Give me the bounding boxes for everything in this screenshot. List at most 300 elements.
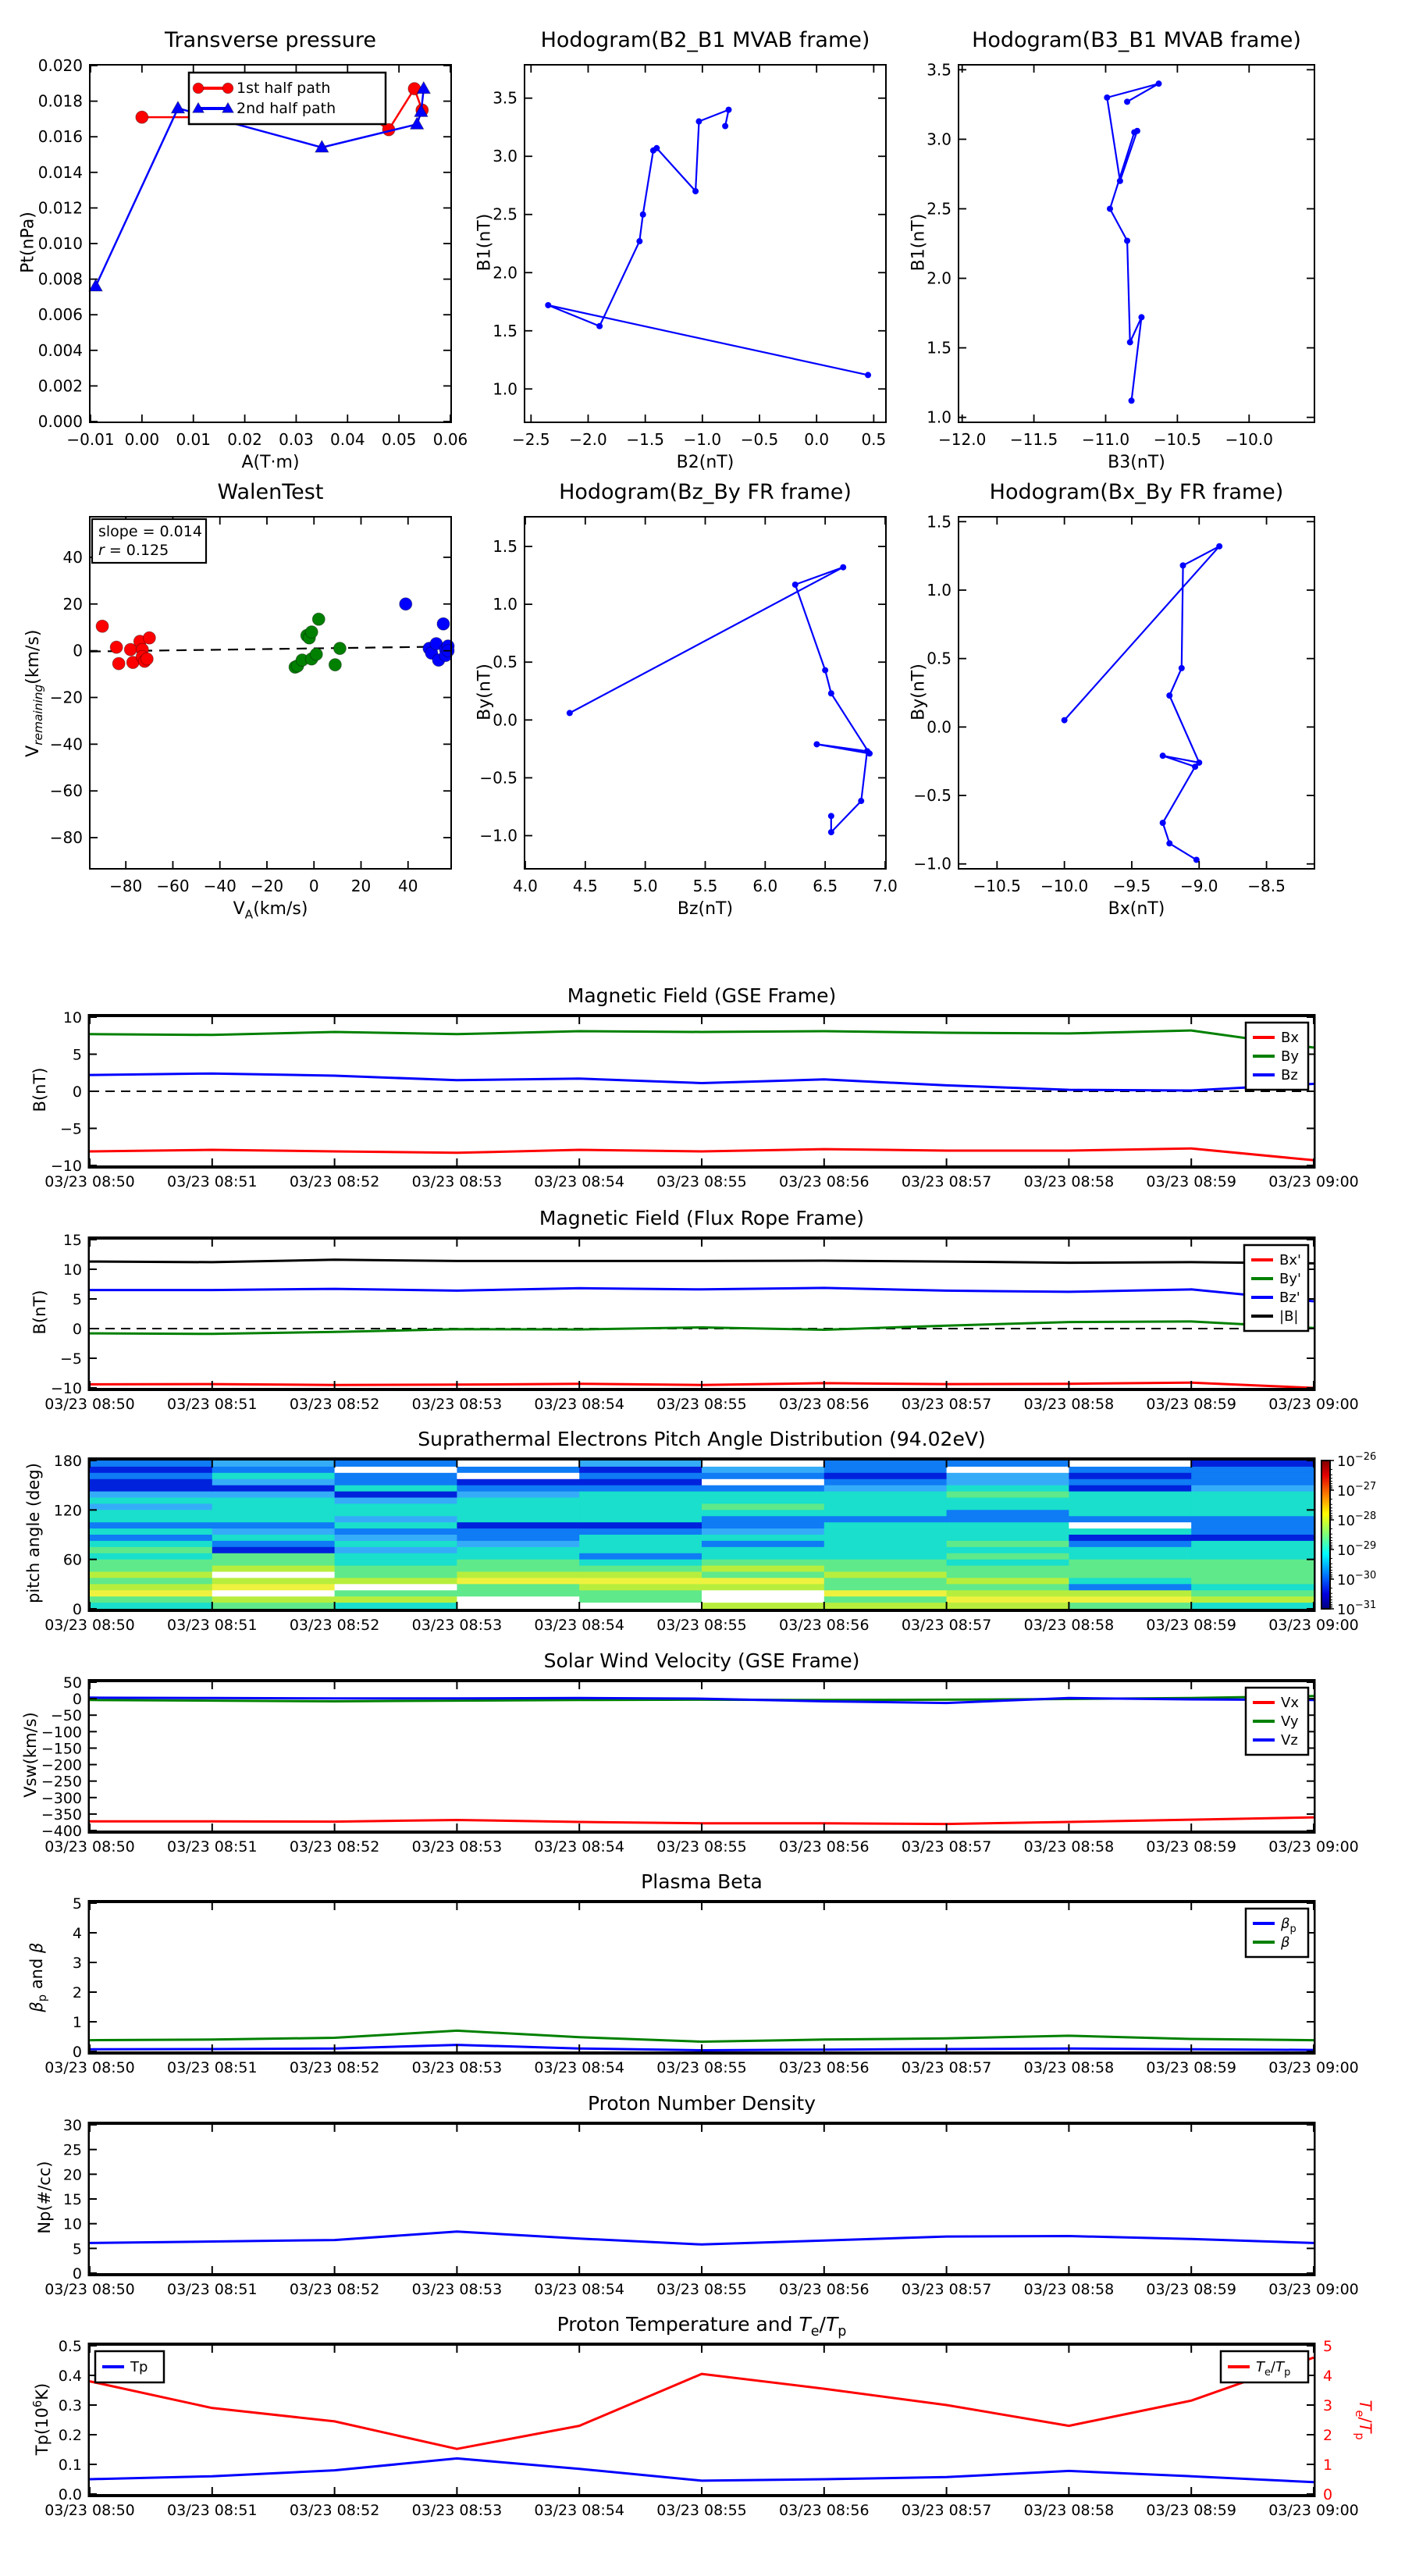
heatmap-cell [947,1510,1069,1517]
ylabel-vremaining: $V_{remaining}(km/s)$ [23,629,46,757]
heatmap-cell [335,1590,457,1597]
y-tick-label: 1 [72,2014,82,2031]
heatmap-cell [579,1492,702,1499]
heatmap-cell [212,1485,335,1493]
heatmap-cell [335,1516,457,1523]
heatmap-cell [212,1535,335,1542]
marker-circle [596,323,603,329]
y-tick-label: 3.0 [927,130,951,149]
heatmap-cell [1069,1467,1191,1474]
x-tick-label: 0.05 [381,430,417,449]
marker-circle [1129,397,1135,404]
heatmap-cell [1191,1578,1314,1585]
title-magnetic-field-fr: Magnetic Field (Flux Rope Frame) [539,1207,865,1229]
x-tick-label: −80 [109,877,143,895]
y-tick-label: 1.0 [927,580,951,600]
x-tick-label: 03/23 08:54 [534,2059,624,2076]
y-tick-label: 10 [62,2215,82,2233]
heatmap-cell [212,1528,335,1535]
heatmap-cell [335,1485,457,1493]
heatmap-cell [947,1498,1069,1505]
heatmap-cell [1191,1603,1314,1610]
colorbar-tick-label: $10^{-31}$ [1337,1599,1377,1618]
heatmap-cell [824,1510,947,1517]
marker-circle [865,372,871,378]
x-tick-label: −9.5 [1112,877,1151,895]
heatmap-cell [947,1461,1069,1468]
series-B2B1 [548,110,868,375]
marker-circle [305,626,318,639]
heatmap-cell [1069,1528,1191,1535]
heatmap-cell [90,1596,212,1603]
heatmap-cell [1069,1572,1191,1579]
marker-circle [1160,753,1166,759]
heatmap-cell [702,1522,824,1529]
heatmap-cell [1069,1584,1191,1591]
x-tick-label: 0.02 [227,430,262,449]
colorbar [1321,1461,1330,1609]
heatmap-cell [457,1584,579,1591]
x-tick-label: 03/23 08:55 [656,2059,747,2076]
x-tick-label: −8.5 [1247,877,1286,895]
y-tick-label: 20 [62,594,83,614]
heatmap-cell [947,1560,1069,1567]
heatmap-cell [824,1528,947,1535]
marker-circle [1166,692,1172,699]
heatmap-cell [457,1516,579,1523]
heatmap-cell [1191,1522,1314,1529]
x-tick-label: 03/23 08:53 [411,1617,503,1634]
title-hodogram-b2b1: Hodogram(B2_B1 MVAB frame) [540,28,870,52]
heatmap-cell [457,1572,579,1579]
y-tick-label: 0.3 [58,2397,82,2414]
y-tick-label: 120 [53,1502,82,1520]
heatmap-cell [90,1572,212,1579]
y-tick-label: 0.008 [37,269,83,289]
heatmap-cell [90,1547,212,1554]
heatmap-cell [90,1603,212,1610]
marker-circle [636,238,642,244]
y-tick-label: −5 [59,1350,82,1368]
heatmap-cell [335,1467,457,1474]
marker-circle [1117,178,1123,184]
marker-triangle [171,101,184,113]
heatmap-cell [457,1498,579,1505]
x-tick-label: 0.04 [330,430,365,449]
heatmap-cell [824,1516,947,1523]
x-tick-label: 03/23 08:50 [44,1396,135,1413]
marker-circle [822,667,828,674]
heatmap-cell [212,1503,335,1510]
heatmap-cell [702,1566,824,1573]
x-tick-label: 03/23 08:56 [779,2281,870,2298]
y-tick-label: 2 [72,1984,82,2001]
heatmap-cell [212,1584,335,1591]
x-tick-label: 03/23 08:58 [1023,2502,1115,2519]
x-tick-label: 03/23 08:59 [1146,1173,1236,1190]
title-solar-wind-velocity: Solar Wind Velocity (GSE Frame) [543,1649,860,1672]
x-tick-label: 03/23 08:59 [1146,1617,1236,1634]
heatmap-cell [335,1510,457,1517]
heatmap-cell [1191,1461,1314,1468]
heatmap-cell [212,1553,335,1560]
heatmap-cell [212,1498,335,1505]
heatmap-cell [335,1528,457,1535]
heatmap-cell [1069,1473,1191,1480]
heatmap-cell [947,1584,1069,1591]
x-tick-label: 03/23 08:53 [411,2281,503,2298]
y-tick-label: −40 [49,735,83,754]
x-tick-label: 03/23 08:50 [44,1838,135,1856]
y-tick-label: 0.2 [58,2427,82,2444]
marker-circle [1124,237,1130,244]
heatmap-cell [1069,1541,1191,1548]
x-tick-label: 0.06 [432,430,468,449]
x-tick-label: 03/23 09:00 [1268,2281,1359,2298]
heatmap-cell [90,1584,212,1591]
x-tick-label: 03/23 09:00 [1268,1173,1359,1190]
x-tick-label: 0 [308,877,319,895]
legend-label: Bz' [1279,1290,1300,1306]
x-tick-label: −9.0 [1179,877,1218,895]
heatmap-cell [335,1479,457,1486]
heatmap-cell [702,1541,824,1548]
title-proton-temperature: Proton Temperature and $T_e/T_p$ [557,2313,847,2339]
x-tick-label: −10.5 [1153,430,1202,449]
heatmap-cell [90,1590,212,1597]
xlabel-bx: Bx(nT) [1108,899,1165,919]
heatmap-cell [1191,1479,1314,1486]
heatmap-cell [702,1498,824,1505]
title-pitch-angle-dist: Suprathermal Electrons Pitch Angle Distribution (94.02eV) [418,1428,986,1450]
annotation-r: r = 0.125 [98,542,169,559]
y-tick-label: 0.5 [493,653,518,672]
x-tick-label: 03/23 08:54 [534,1396,624,1413]
heatmap-cell [1069,1510,1191,1517]
heatmap-cell [947,1578,1069,1585]
marker-circle [828,690,834,696]
x-tick-label: 03/23 08:58 [1023,1173,1115,1190]
heatmap-cell [457,1473,579,1480]
heatmap-cell [212,1510,335,1517]
heatmap-cell [212,1479,335,1486]
heatmap-cell [702,1485,824,1493]
heatmap-cell [824,1541,947,1548]
y-tick-label: 0.010 [37,234,83,253]
heatmap-cell [824,1553,947,1560]
heatmap-cell [1191,1535,1314,1542]
series-By [90,1030,1314,1048]
x-tick-label: 03/23 08:54 [534,1838,624,1856]
y-tick-label: 0.5 [58,2338,82,2355]
x-tick-label: 0.0 [804,430,830,449]
x-tick-label: 03/23 08:52 [289,1396,380,1413]
heatmap-cell [824,1603,947,1610]
x-tick-label: 03/23 09:00 [1268,1396,1359,1413]
legend-label: $T_e/T_p$ [1256,2359,1291,2379]
marker-circle [310,648,322,660]
y-tick-label: 30 [62,2117,82,2134]
heatmap-cell [1191,1528,1314,1535]
x-tick-label: 03/23 08:56 [779,1396,870,1413]
x-tick-label: 03/23 08:59 [1146,1396,1236,1413]
y-tick-label: 5 [72,2240,82,2258]
heatmap-cell [335,1492,457,1499]
heatmap-cell [90,1553,212,1560]
heatmap-cell [702,1596,824,1603]
x-tick-label: 03/23 08:58 [1023,1617,1115,1634]
pitch-angle-heatmap [90,1461,1314,1610]
title-walen-test: WalenTest [217,480,324,504]
heatmap-cell [1069,1479,1191,1486]
ylabel-vsw: Vsw(km/s) [21,1712,40,1798]
marker-circle [840,564,846,571]
heatmap-cell [457,1535,579,1542]
x-tick-label: 03/23 08:57 [901,1838,992,1856]
heatmap-cell [1191,1547,1314,1554]
heatmap-cell [90,1510,212,1517]
y-tick-label-right: 4 [1323,2368,1333,2385]
heatmap-cell [824,1473,947,1480]
heatmap-cell [947,1535,1069,1542]
heatmap-cell [579,1572,702,1579]
heatmap-cell [702,1560,824,1567]
heatmap-cell [90,1485,212,1493]
marker-circle [813,741,820,747]
heatmap-cell [457,1560,579,1567]
ylabel-b1-a: B1(nT) [475,213,495,272]
marker-circle [1216,543,1222,550]
series-Bz [90,1073,1314,1091]
x-tick-label: 03/23 09:00 [1268,1838,1359,1856]
heatmap-cell [702,1547,824,1554]
heatmap-cell [824,1572,947,1579]
y-tick-label: 1.5 [493,321,518,340]
x-tick-label: 0.00 [124,430,160,449]
heatmap-cell [1069,1590,1191,1597]
x-tick-label: 7.0 [873,877,898,895]
marker-circle [140,653,153,665]
x-tick-label: 03/23 08:52 [289,1838,380,1856]
y-tick-label: 15 [62,2191,82,2208]
heatmap-cell [579,1535,702,1542]
heatmap-cell [1069,1566,1191,1573]
marker-circle [828,813,834,819]
heatmap-cell [579,1516,702,1523]
y-tick-label: 60 [62,1551,82,1569]
x-tick-label: 03/23 08:51 [167,1173,258,1190]
series-TeTp [90,2357,1314,2449]
y-tick-label: 10 [62,1261,82,1279]
y-tick-label: 15 [62,1232,82,1249]
y-tick-label: −200 [41,1756,82,1774]
heatmap-cell [579,1522,702,1529]
y-tick-label: 1.5 [927,512,951,532]
heatmap-cell [335,1503,457,1510]
x-tick-label: 6.0 [752,877,778,895]
heatmap-cell [824,1522,947,1529]
y-tick-label: 0.006 [37,305,83,325]
y-tick-label: −80 [49,828,83,848]
marker-circle [1104,94,1110,101]
heatmap-cell [702,1572,824,1579]
heatmap-cell [947,1473,1069,1480]
x-tick-label: 03/23 08:53 [411,2502,503,2519]
heatmap-cell [702,1503,824,1510]
heatmap-cell [212,1516,335,1523]
colorbar-tick-label: $10^{-28}$ [1337,1510,1377,1529]
x-tick-label: 03/23 08:51 [167,1838,258,1856]
heatmap-cell [947,1566,1069,1573]
heatmap-cell [457,1510,579,1517]
y-tick-label: 2.0 [927,269,951,288]
y-tick-label-right: 2 [1323,2427,1333,2444]
y-tick-label: 1.0 [493,379,518,399]
x-tick-label: 03/23 08:56 [779,1838,870,1856]
y-tick-label: 0 [73,641,83,660]
y-tick-label: −1.0 [479,826,518,845]
heatmap-cell [212,1467,335,1474]
heatmap-cell [90,1578,212,1585]
y-tick-label: −350 [41,1806,82,1823]
legend-label: β [1281,1934,1290,1951]
x-tick-label: 0.5 [861,430,887,449]
x-tick-label: 03/23 08:54 [534,2281,624,2298]
heatmap-cell [335,1578,457,1585]
heatmap-cell [457,1566,579,1573]
x-tick-label: 03/23 09:00 [1268,2502,1359,2519]
heatmap-cell [579,1566,702,1573]
heatmap-cell [1069,1498,1191,1505]
marker-circle [112,657,125,670]
legend-label: Vz [1281,1732,1298,1749]
heatmap-cell [457,1467,579,1474]
x-tick-label: 03/23 08:51 [167,1617,258,1634]
heatmap-cell [335,1547,457,1554]
heatmap-cell [824,1578,947,1585]
heatmap-cell [579,1485,702,1493]
y-tick-label: 20 [62,2166,82,2184]
x-tick-label: 03/23 08:55 [656,1617,747,1634]
y-tick-label: 0.016 [37,127,83,147]
heatmap-cell [90,1541,212,1548]
heatmap-cell [1069,1492,1191,1499]
marker-circle [1127,339,1133,345]
marker-circle [1179,665,1185,671]
ylabel-b1-b: B1(nT) [909,213,929,272]
y-tick-label: 5 [72,1046,82,1064]
x-tick-label: 6.5 [813,877,838,895]
heatmap-cell [702,1473,824,1480]
heatmap-cell [335,1541,457,1548]
heatmap-cell [824,1566,947,1573]
marker-circle [545,302,551,308]
heatmap-cell [335,1461,457,1468]
marker-triangle [411,117,424,129]
marker-circle [792,582,799,588]
heatmap-cell [335,1473,457,1480]
heatmap-cell [824,1498,947,1505]
x-tick-label: 03/23 08:55 [656,1838,747,1856]
colorbar-tick-label: $10^{-30}$ [1337,1570,1377,1589]
x-tick-label: 03/23 08:52 [289,2059,380,2076]
heatmap-cell [824,1596,947,1603]
heatmap-cell [579,1467,702,1474]
heatmap-cell [212,1560,335,1567]
y-tick-label: 1.5 [493,537,518,557]
y-tick-label: 5 [72,1291,82,1308]
y-tick-label: 50 [62,1674,82,1692]
title-transverse-pressure: Transverse pressure [165,28,376,52]
heatmap-cell [579,1560,702,1567]
heatmap-cell [579,1590,702,1597]
heatmap-cell [212,1603,335,1610]
marker-circle [1180,562,1186,568]
heatmap-cell [1191,1553,1314,1560]
y-tick-label: −10 [50,1158,82,1175]
heatmap-cell [90,1522,212,1529]
heatmap-cell [947,1522,1069,1529]
heatmap-cell [579,1498,702,1505]
y-tick-label: 3.5 [927,60,951,80]
heatmap-cell [1069,1553,1191,1560]
heatmap-cell [947,1541,1069,1548]
x-tick-label: −40 [203,877,237,895]
x-tick-label: −0.01 [66,430,115,449]
y-tick-label: −10 [50,1380,82,1397]
x-tick-label: 03/23 08:59 [1146,2502,1236,2519]
x-tick-label: 03/23 08:56 [779,2059,870,2076]
heatmap-cell [335,1596,457,1603]
y-tick-label: 10 [62,1009,82,1026]
heatmap-cell [90,1566,212,1573]
x-tick-label: 03/23 08:53 [411,1396,503,1413]
ylabel-np: Np(#/cc) [35,2161,54,2234]
marker-circle [858,798,864,804]
title-hodogram-bxby: Hodogram(Bx_By FR frame) [989,480,1284,504]
heatmap-cell [1191,1467,1314,1474]
marker-triangle [89,279,102,291]
y-tick-label: 0 [72,1321,82,1338]
x-tick-label: 03/23 08:58 [1023,2059,1115,2076]
marker-circle [653,145,660,151]
x-tick-label: 40 [398,877,418,895]
marker-circle [1134,128,1140,134]
heatmap-cell [579,1503,702,1510]
heatmap-cell [1069,1596,1191,1603]
x-tick-label: −1.5 [626,430,664,449]
heatmap-cell [824,1535,947,1542]
x-tick-label: 03/23 08:50 [44,2281,135,2298]
marker-circle [1192,763,1198,770]
heatmap-cell [1191,1473,1314,1480]
y-tick-label: 1.0 [927,407,951,427]
y-tick-label: 0.0 [927,717,951,737]
heatmap-cell [90,1503,212,1510]
legend-label: |B| [1279,1308,1299,1325]
x-tick-label: 5.5 [692,877,718,895]
heatmap-cell [702,1461,824,1468]
heatmap-cell [579,1584,702,1591]
y-tick-label: 0.0 [58,2486,82,2503]
heatmap-cell [1069,1547,1191,1554]
ylabel-tp: $Tp(10^6K)$ [31,2382,52,2456]
heatmap-cell [824,1560,947,1567]
y-tick-label: 0.020 [37,56,83,75]
x-tick-label: 03/23 08:53 [411,2059,503,2076]
legend-label: By' [1279,1271,1301,1287]
marker-circle [864,748,870,754]
